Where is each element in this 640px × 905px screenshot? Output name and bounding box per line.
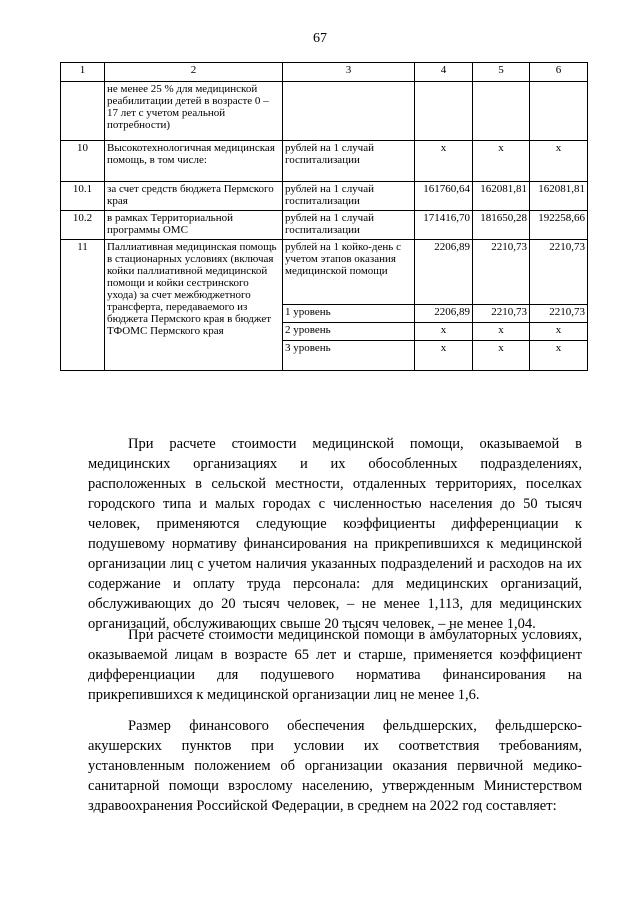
row-value-col4: 2206,89 <box>415 305 473 323</box>
header-cell: 2 <box>105 63 283 82</box>
table-row <box>61 182 588 211</box>
financial-standards-table <box>60 62 588 371</box>
row-unit: рублей на 1 случай госпитализации <box>283 141 415 182</box>
row-value-col4: х <box>415 341 473 371</box>
table-row <box>61 211 588 240</box>
header-cell: 5 <box>473 63 530 82</box>
row-name: Паллиативная медицинская помощь в стационарных условиях (включая койки паллиативной медицинской помощи и койки сестринского ухода) за счет межбюджетного трансферта, передаваемого из бюджета Пермского края в бюджет ТФОМС Пермского края <box>105 240 283 371</box>
row-value-col4: х <box>415 323 473 341</box>
row-value-col4: 171416,70 <box>415 211 473 240</box>
table-cell <box>415 82 473 141</box>
row-value-col5: 181650,28 <box>473 211 530 240</box>
row-value-col6: х <box>530 341 588 371</box>
row-value-col5: х <box>473 323 530 341</box>
row-unit: рублей на 1 случай госпитализации <box>283 182 415 211</box>
row-value-col5: 2210,73 <box>473 240 530 305</box>
paragraph-feldsher-funding: Размер финансового обеспечения фельдшерских, фельдшерско-акушерских пунктов при условии их соответствия требованиям, установленным положением об организации оказания первичной медико-санитарной помощи взрослому населению, утвержденным Министерством здравоохранения Российской Федерации, в среднем на 2022 год составляет: <box>88 718 582 814</box>
row-value-col4: х <box>415 141 473 182</box>
paragraph-elderly-coefficient: При расчете стоимости медицинской помощи в амбулаторных условиях, оказываемой лицам в возрасте 65 лет и старше, применяется коэффициент дифференциации для подушевого норматива финансирования на прикрепившихся к медицинской организации лиц не менее 1,6. <box>88 627 582 703</box>
row-number: 10 <box>61 141 105 182</box>
table-header-row <box>61 63 588 82</box>
row-number: 10.2 <box>61 211 105 240</box>
row-value-col5: х <box>473 141 530 182</box>
row-value-col6: 192258,66 <box>530 211 588 240</box>
table-cell: не менее 25 % для медицинской реабилитации детей в возрасте 0 – 17 лет с учетом реальной потребности) <box>105 82 283 141</box>
table-cell <box>61 82 105 141</box>
table-cell <box>283 82 415 141</box>
row-unit: 2 уровень <box>283 323 415 341</box>
row-unit: 3 уровень <box>283 341 415 371</box>
table-cell <box>530 82 588 141</box>
row-name: в рамках Территориальной программы ОМС <box>105 211 283 240</box>
row-value-col4: 2206,89 <box>415 240 473 305</box>
header-cell: 4 <box>415 63 473 82</box>
row-number: 11 <box>61 240 105 371</box>
row-name: Высокотехнологичная медицинская помощь, в том числе: <box>105 141 283 182</box>
row-unit: 1 уровень <box>283 305 415 323</box>
row-number: 10.1 <box>61 182 105 211</box>
header-cell: 1 <box>61 63 105 82</box>
table-row <box>61 141 588 182</box>
page-number: 67 <box>313 31 327 46</box>
row-value-col6: х <box>530 323 588 341</box>
table-row-continued <box>61 82 588 141</box>
header-cell: 6 <box>530 63 588 82</box>
paragraph-rural-coefficients: При расчете стоимости медицинской помощи, оказываемой в медицинских организациях и их обособленных подразделениях, расположенных в сельской местности, отдаленных территориях, поселках городского типа и малых городах с численностью населения до 50 тысяч человек, применяются следующие коэффициенты дифференциации к подушевому нормативу финансирования на прикрепившихся к медицинской организации лиц с учетом наличия указанных подразделений и расходов на их содержание и оплату труда персонала: для медицинских организаций, обслуживающих до 20 тысяч человек, – не менее 1,113, для медицинских организаций, обслуживающих свыше 20 тысяч человек, – не менее 1,04. <box>88 436 582 632</box>
row-name: за счет средств бюджета Пермского края <box>105 182 283 211</box>
row-value-col4: 161760,64 <box>415 182 473 211</box>
header-cell: 3 <box>283 63 415 82</box>
row-value-col5: х <box>473 341 530 371</box>
row-value-col6: х <box>530 141 588 182</box>
row-value-col5: 2210,73 <box>473 305 530 323</box>
row-value-col6: 2210,73 <box>530 240 588 305</box>
row-value-col6: 2210,73 <box>530 305 588 323</box>
table-row <box>61 240 588 305</box>
row-unit: рублей на 1 случай госпитализации <box>283 211 415 240</box>
row-unit: рублей на 1 койко-день с учетом этапов оказания медицинской помощи <box>283 240 415 305</box>
table-cell <box>473 82 530 141</box>
row-value-col5: 162081,81 <box>473 182 530 211</box>
row-value-col6: 162081,81 <box>530 182 588 211</box>
